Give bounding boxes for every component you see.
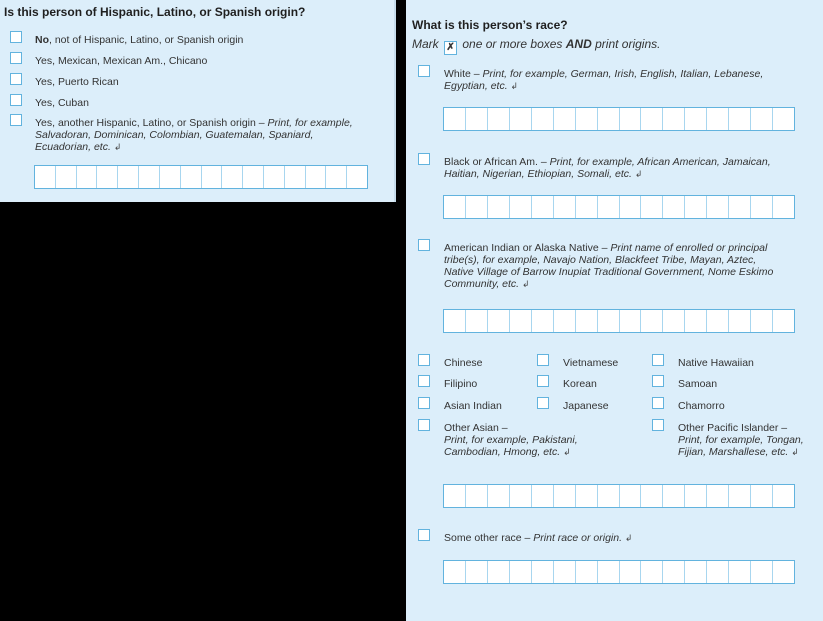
checkbox-chinese[interactable] [418, 354, 430, 366]
checkbox-asian-indian[interactable] [418, 397, 430, 409]
checkbox-american-indian[interactable] [418, 239, 430, 251]
option-hispanic-cuban: Yes, Cuban [35, 97, 89, 109]
option-hispanic-mexican: Yes, Mexican, Mexican Am., Chicano [35, 55, 208, 67]
checkbox-other-asian[interactable] [418, 419, 430, 431]
option-korean: Korean [563, 378, 597, 390]
write-in-arrow-icon: ↲ [624, 533, 633, 543]
option-other-asian: Other Asian – Print, for example, Pakistani, Cambodian, Hmong, etc. ↲ [444, 422, 578, 458]
white-write-in-field[interactable] [443, 107, 795, 131]
write-in-arrow-icon: ↲ [510, 81, 519, 91]
option-japanese: Japanese [563, 400, 609, 412]
checkbox-filipino[interactable] [418, 375, 430, 387]
checkbox-native-hawaiian[interactable] [652, 354, 664, 366]
option-some-other-race: Some other race – Print race or origin. ↲ [444, 532, 633, 544]
race-instruction: Mark ✗ one or more boxes AND print origins. [412, 37, 661, 53]
write-in-arrow-icon: ↲ [634, 169, 643, 179]
some-other-race-write-in-field[interactable] [443, 560, 795, 584]
checkbox-japanese[interactable] [537, 397, 549, 409]
checkbox-korean[interactable] [537, 375, 549, 387]
write-in-arrow-icon: ↲ [113, 142, 122, 152]
race-panel [406, 0, 823, 621]
checkbox-other-pacific-islander[interactable] [652, 419, 664, 431]
option-other-pacific-islander: Other Pacific Islander – Print, for example, Tongan, Fijian, Marshallese, etc. ↲ [678, 422, 804, 458]
checkbox-chamorro[interactable] [652, 397, 664, 409]
option-chinese: Chinese [444, 357, 483, 369]
checkbox-samoan[interactable] [652, 375, 664, 387]
checkbox-black[interactable] [418, 153, 430, 165]
option-native-hawaiian: Native Hawaiian [678, 357, 754, 369]
option-asian-indian: Asian Indian [444, 400, 502, 412]
asian-pacific-write-in-field[interactable] [443, 484, 795, 508]
american-indian-write-in-field[interactable] [443, 309, 795, 333]
checkbox-hispanic-cuban[interactable] [10, 94, 22, 106]
option-filipino: Filipino [444, 378, 478, 390]
option-white: White – Print, for example, German, Irish, English, Italian, Lebanese, Egyptian, etc. ↲ [444, 68, 764, 92]
checkbox-hispanic-another[interactable] [10, 114, 22, 126]
option-black: Black or African Am. – Print, for example, African American, Jamaican, Haitian, Nigerian, Ethiopian, Somali, etc. ↲ [444, 156, 771, 180]
checkbox-hispanic-mexican[interactable] [10, 52, 22, 64]
hispanic-write-in-field[interactable] [34, 165, 368, 189]
option-chamorro: Chamorro [678, 400, 725, 412]
option-american-indian: American Indian or Alaska Native – Print name of enrolled or principal tribe(s), for example, Navajo Nation, Blackfeet Tribe, Mayan, Aztec, Native Village of Barrow Inupiat Traditional Government, Nome Eskimo Community, etc. ↲ [444, 242, 774, 290]
checkbox-hispanic-no[interactable] [10, 31, 22, 43]
option-vietnamese: Vietnamese [563, 357, 619, 369]
option-hispanic-no: No, not of Hispanic, Latino, or Spanish origin [35, 34, 244, 46]
hispanic-question: Is this person of Hispanic, Latino, or Spanish origin? [4, 5, 306, 19]
checkbox-some-other-race[interactable] [418, 529, 430, 541]
write-in-arrow-icon: ↲ [791, 447, 799, 457]
race-question: What is this person’s race? [412, 18, 568, 32]
black-write-in-field[interactable] [443, 195, 795, 219]
checkbox-vietnamese[interactable] [537, 354, 549, 366]
checkbox-white[interactable] [418, 65, 430, 77]
option-hispanic-puerto-rican: Yes, Puerto Rican [35, 76, 119, 88]
hispanic-origin-panel [0, 0, 396, 202]
option-samoan: Samoan [678, 378, 718, 390]
checkbox-hispanic-puerto-rican[interactable] [10, 73, 22, 85]
option-hispanic-another: Yes, another Hispanic, Latino, or Spanish origin – Print, for example, Salvadoran, Dominican, Colombian, Guatemalan, Spaniard, Ecuadorian, etc. ↲ [35, 117, 353, 153]
write-in-arrow-icon: ↲ [522, 279, 530, 289]
write-in-arrow-icon: ↲ [563, 447, 571, 457]
mark-x-icon: ✗ [444, 41, 457, 55]
